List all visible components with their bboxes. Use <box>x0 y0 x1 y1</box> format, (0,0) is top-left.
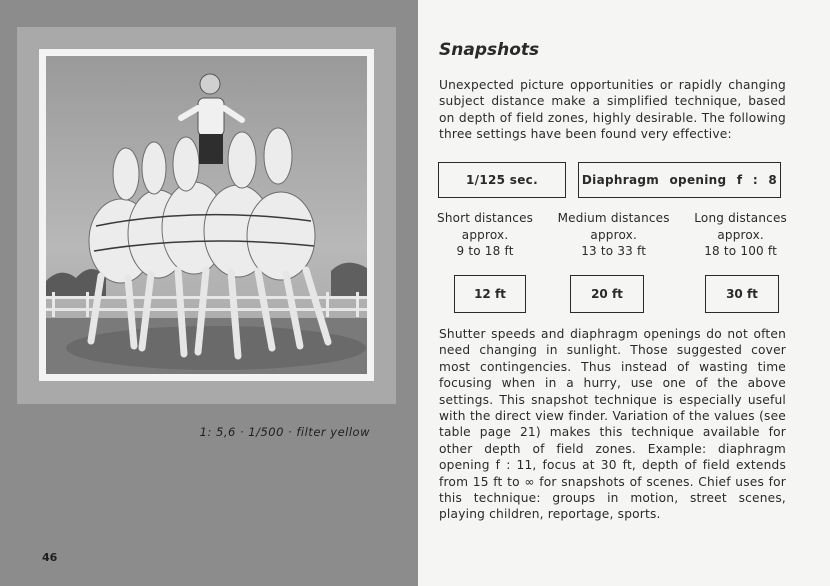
focus-box-medium <box>570 275 644 313</box>
page-number: 46 <box>42 551 58 564</box>
short-distance-zone <box>437 210 533 260</box>
focus-value: 30 ft <box>726 287 758 301</box>
shutter-speed-box <box>438 162 566 198</box>
zone-label: Short distances <box>437 211 534 225</box>
medium-distance-zone <box>558 210 670 260</box>
focus-value: 20 ft <box>591 287 623 301</box>
zone-approx: approx. <box>590 227 637 242</box>
right-page <box>418 0 830 586</box>
photo-caption: 1: 5,6 · 1/500 · filter yellow <box>199 425 370 439</box>
zone-range: 18 to 100 ft <box>704 244 778 258</box>
focus-box-short <box>454 275 526 313</box>
photo-mount <box>17 27 396 404</box>
intro-paragraph: Unexpected picture opportunities or rapidly changing subject distance make a simplified technique, based on depth of field zones, highly desirable. The following three settings have been found very effective: <box>439 78 786 142</box>
body-paragraph: Shutter speeds and diaphragm openings do not often need changing in sunlight. Those suggested cover most contingencies. Thus instead of wasting time focusing when in a hurry, use one of the above settings. This snapshot technique is especially useful with the direct view finder. Variation of the values (see table page 21) makes this technique available for other depth of field zones. Example: diaphragm opening f : 11, focus at 30 ft, depth of field extends from 15 ft to ∞ for snapshots of scenes. Chief uses for this technique: groups in motion, street scenes, playing children, reportage, sports. <box>439 327 786 522</box>
focus-box-long <box>705 275 779 313</box>
distance-zones <box>437 210 787 260</box>
shutter-speed-label: 1/125 sec. <box>466 173 538 187</box>
focus-value: 12 ft <box>474 287 506 301</box>
zone-label: Long distances <box>694 211 787 225</box>
zone-range: 13 to 33 ft <box>581 244 647 258</box>
zone-range: 9 to 18 ft <box>456 244 514 258</box>
horses-rider-photo-illustration <box>46 56 367 374</box>
long-distance-zone <box>694 210 787 260</box>
horses-photo <box>46 56 367 374</box>
photo-frame <box>39 49 374 381</box>
section-title: Snapshots <box>439 40 540 60</box>
aperture-box <box>578 162 781 198</box>
zone-approx: approx. <box>717 227 764 242</box>
zone-approx: approx. <box>461 227 509 242</box>
aperture-label: Diaphragm opening f : 8 <box>581 173 778 187</box>
zone-label: Medium distances <box>557 211 670 225</box>
